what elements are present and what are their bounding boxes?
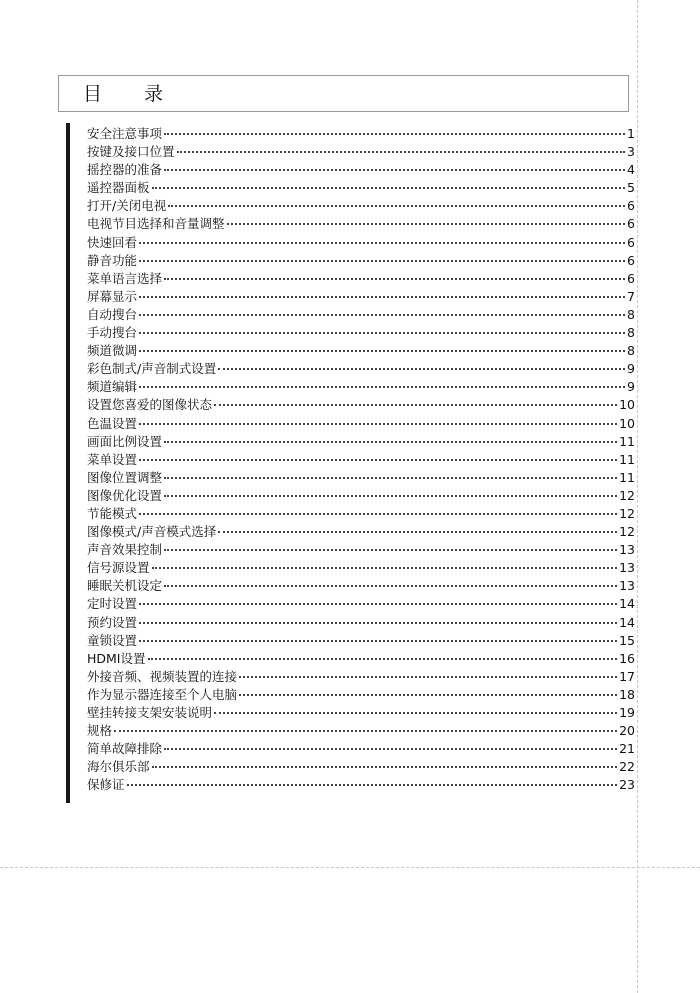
toc-entry-title: 图像优化设置 (87, 487, 163, 503)
toc-dot-leader (139, 622, 617, 624)
toc-dot-leader (164, 441, 617, 443)
toc-entry-title: 色温设置 (87, 415, 138, 431)
toc-entry (87, 306, 635, 324)
toc-entry-page: 7 (627, 288, 635, 304)
toc-entry-title: 画面比例设置 (87, 433, 163, 449)
toc-entry (87, 776, 635, 794)
toc-dot-leader (177, 151, 625, 153)
title-box (58, 75, 629, 112)
toc-dot-leader (139, 332, 625, 334)
toc-entry-page: 11 (619, 469, 635, 485)
toc-dot-leader (139, 296, 625, 298)
toc-entry-title: 壁挂转接支架安装说明 (87, 705, 213, 720)
toc-entry (87, 161, 635, 179)
toc-dot-leader (139, 314, 625, 316)
toc-entry-title: 睡眠关机设定 (87, 578, 163, 594)
toc-entry (87, 704, 635, 722)
toc-entry (87, 143, 635, 161)
toc-entry (87, 505, 635, 523)
toc-entry (87, 288, 635, 306)
toc-entry-title: 定时设置 (87, 596, 138, 612)
toc-dot-leader (164, 495, 617, 497)
toc-entry-page: 12 (619, 487, 635, 503)
toc-entry-page: 12 (619, 524, 635, 540)
toc-entry-page: 13 (619, 542, 635, 558)
toc-dot-leader (164, 549, 617, 551)
toc-entry (87, 396, 635, 414)
toc-entry-title: 保修证 (87, 777, 125, 793)
toc-entry-title: 快速回看 (87, 234, 138, 250)
toc-entry-page: 1 (627, 126, 635, 141)
toc-entry-page: 9 (627, 361, 635, 377)
toc-entry-page: 13 (619, 578, 635, 594)
toc-dot-leader (152, 766, 618, 768)
toc-entry-title: 规格 (87, 723, 113, 739)
toc-entry-title: 摇控器的准备 (87, 162, 163, 178)
toc-entry (87, 487, 635, 505)
toc-entry-page: 4 (627, 162, 635, 178)
toc-dot-leader (139, 260, 625, 262)
toc-dot-leader (139, 242, 625, 244)
toc-entry-title: 手动搜台 (87, 325, 138, 341)
toc-entry-page: 11 (619, 433, 635, 449)
toc-entry (87, 324, 635, 342)
toc-dot-leader (239, 676, 617, 678)
toc-entry-page: 21 (619, 741, 635, 757)
toc-entry-page: 12 (619, 505, 635, 521)
toc-entry-title: 节能模式 (87, 505, 138, 521)
toc-entry (87, 125, 635, 143)
toc-dot-leader (164, 278, 625, 280)
toc-entry-title: 电视节目选择和音量调整 (87, 216, 225, 232)
toc-entry-page: 14 (619, 614, 635, 630)
toc-entry-page: 5 (627, 180, 635, 196)
toc-entry-title: 频道微调 (87, 343, 138, 359)
toc-entry (87, 686, 635, 704)
toc-dot-leader (168, 205, 625, 207)
toc-entry (87, 469, 635, 487)
toc-entry (87, 451, 635, 469)
toc-entry-title: 图像模式/声音模式选择 (87, 524, 217, 540)
toc-entry (87, 270, 635, 288)
toc-entry-page: 6 (627, 234, 635, 250)
toc-entry (87, 415, 635, 433)
toc-dot-leader (139, 350, 625, 352)
toc-entry-page: 10 (619, 415, 635, 431)
toc-entry-page: 8 (627, 306, 635, 322)
toc-entry (87, 740, 635, 758)
toc-entry-title: 彩色制式/声音制式设置 (87, 361, 217, 377)
toc-entry (87, 668, 635, 686)
toc-entry-page: 11 (619, 451, 635, 467)
toc-dot-leader (164, 133, 625, 135)
toc-entry-title: 打开/关闭电视 (87, 198, 167, 214)
toc-entry-page: 6 (627, 270, 635, 286)
toc-dot-leader (139, 386, 625, 388)
toc-entry-title: 遥控器面板 (87, 180, 150, 196)
toc-entry-title: HDMI设置 (87, 650, 146, 666)
toc-entry-title: 静音功能 (87, 252, 138, 268)
toc-entry-title: 外接音频、视频装置的连接 (87, 668, 238, 684)
toc-entry-page: 17 (619, 668, 635, 684)
toc-entry-title: 频道编辑 (87, 379, 138, 395)
toc-dot-leader (218, 531, 617, 533)
toc-entry-page: 14 (619, 596, 635, 612)
toc-dot-leader (152, 567, 618, 569)
toc-entry (87, 342, 635, 360)
toc-dot-leader (214, 712, 617, 714)
toc-entry-title: 作为显示器连接至个人电脑 (87, 686, 238, 702)
toc-entry (87, 197, 635, 215)
toc-entry (87, 541, 635, 559)
toc-entry (87, 559, 635, 577)
toc-entry (87, 722, 635, 740)
toc-entry-page: 6 (627, 198, 635, 214)
toc-entry-title: 海尔俱乐部 (87, 759, 150, 775)
toc-entry-title: 菜单语言选择 (87, 270, 163, 286)
toc-entry (87, 378, 635, 396)
toc-entry (87, 650, 635, 668)
toc-entry-title: 屏幕显示 (87, 288, 138, 304)
toc-entry (87, 632, 635, 650)
toc-dot-leader (127, 784, 618, 786)
toc-entry-title: 信号源设置 (87, 560, 150, 576)
toc-dot-leader (139, 459, 617, 461)
toc-entry-page: 8 (627, 325, 635, 341)
toc-entry-title: 安全注意事项 (87, 126, 163, 141)
crop-guide-vertical (637, 0, 638, 993)
page-title: 目录 (83, 83, 206, 105)
toc-dot-leader (139, 423, 617, 425)
toc-dot-leader (139, 513, 617, 515)
toc-entry (87, 523, 635, 541)
toc-entry-title: 童锁设置 (87, 632, 138, 648)
toc-entry-page: 15 (619, 632, 635, 648)
toc-entry-page: 16 (619, 650, 635, 666)
crop-guide-horizontal (0, 867, 700, 868)
toc-dot-leader (152, 187, 625, 189)
toc-entry-title: 按键及接口位置 (87, 144, 175, 160)
toc-entry (87, 252, 635, 270)
toc-entry-title: 菜单设置 (87, 451, 138, 467)
toc-entry (87, 577, 635, 595)
toc-entry (87, 179, 635, 197)
toc-dot-leader (164, 585, 617, 587)
toc-dot-leader (218, 368, 625, 370)
toc-entry-page: 19 (619, 705, 635, 720)
toc-entry-page: 20 (619, 723, 635, 739)
toc-entry-title: 预约设置 (87, 614, 138, 630)
toc-dot-leader (114, 730, 617, 732)
toc-entry-page: 23 (619, 777, 635, 793)
toc-side-bar (66, 123, 70, 803)
toc-dot-leader (139, 640, 617, 642)
toc-entry-page: 6 (627, 216, 635, 232)
toc-entry-title: 简单故障排除 (87, 741, 163, 757)
toc-entry (87, 758, 635, 776)
toc-entry (87, 234, 635, 252)
toc-entry-title: 自动搜台 (87, 306, 138, 322)
toc-dot-leader (164, 169, 625, 171)
toc-entry-page: 18 (619, 686, 635, 702)
toc-entry-page: 22 (619, 759, 635, 775)
toc-dot-leader (214, 404, 617, 406)
toc-entry (87, 360, 635, 378)
toc-dot-leader (164, 748, 617, 750)
toc-entry (87, 215, 635, 233)
toc-entry-page: 6 (627, 252, 635, 268)
toc-dot-leader (148, 658, 618, 660)
toc-entry-page: 13 (619, 560, 635, 576)
toc-entry (87, 595, 635, 613)
toc-entry-page: 3 (627, 144, 635, 160)
toc-entry-title: 设置您喜爱的图像状态 (87, 397, 213, 413)
toc-entry (87, 433, 635, 451)
toc-dot-leader (227, 223, 625, 225)
table-of-contents (87, 125, 635, 794)
toc-entry-title: 图像位置调整 (87, 469, 163, 485)
toc-entry-page: 9 (627, 379, 635, 395)
toc-dot-leader (239, 694, 617, 696)
toc-entry-page: 10 (619, 397, 635, 413)
toc-dot-leader (164, 477, 617, 479)
toc-entry-title: 声音效果控制 (87, 542, 163, 558)
toc-entry (87, 614, 635, 632)
toc-dot-leader (139, 603, 617, 605)
toc-entry-page: 8 (627, 343, 635, 359)
